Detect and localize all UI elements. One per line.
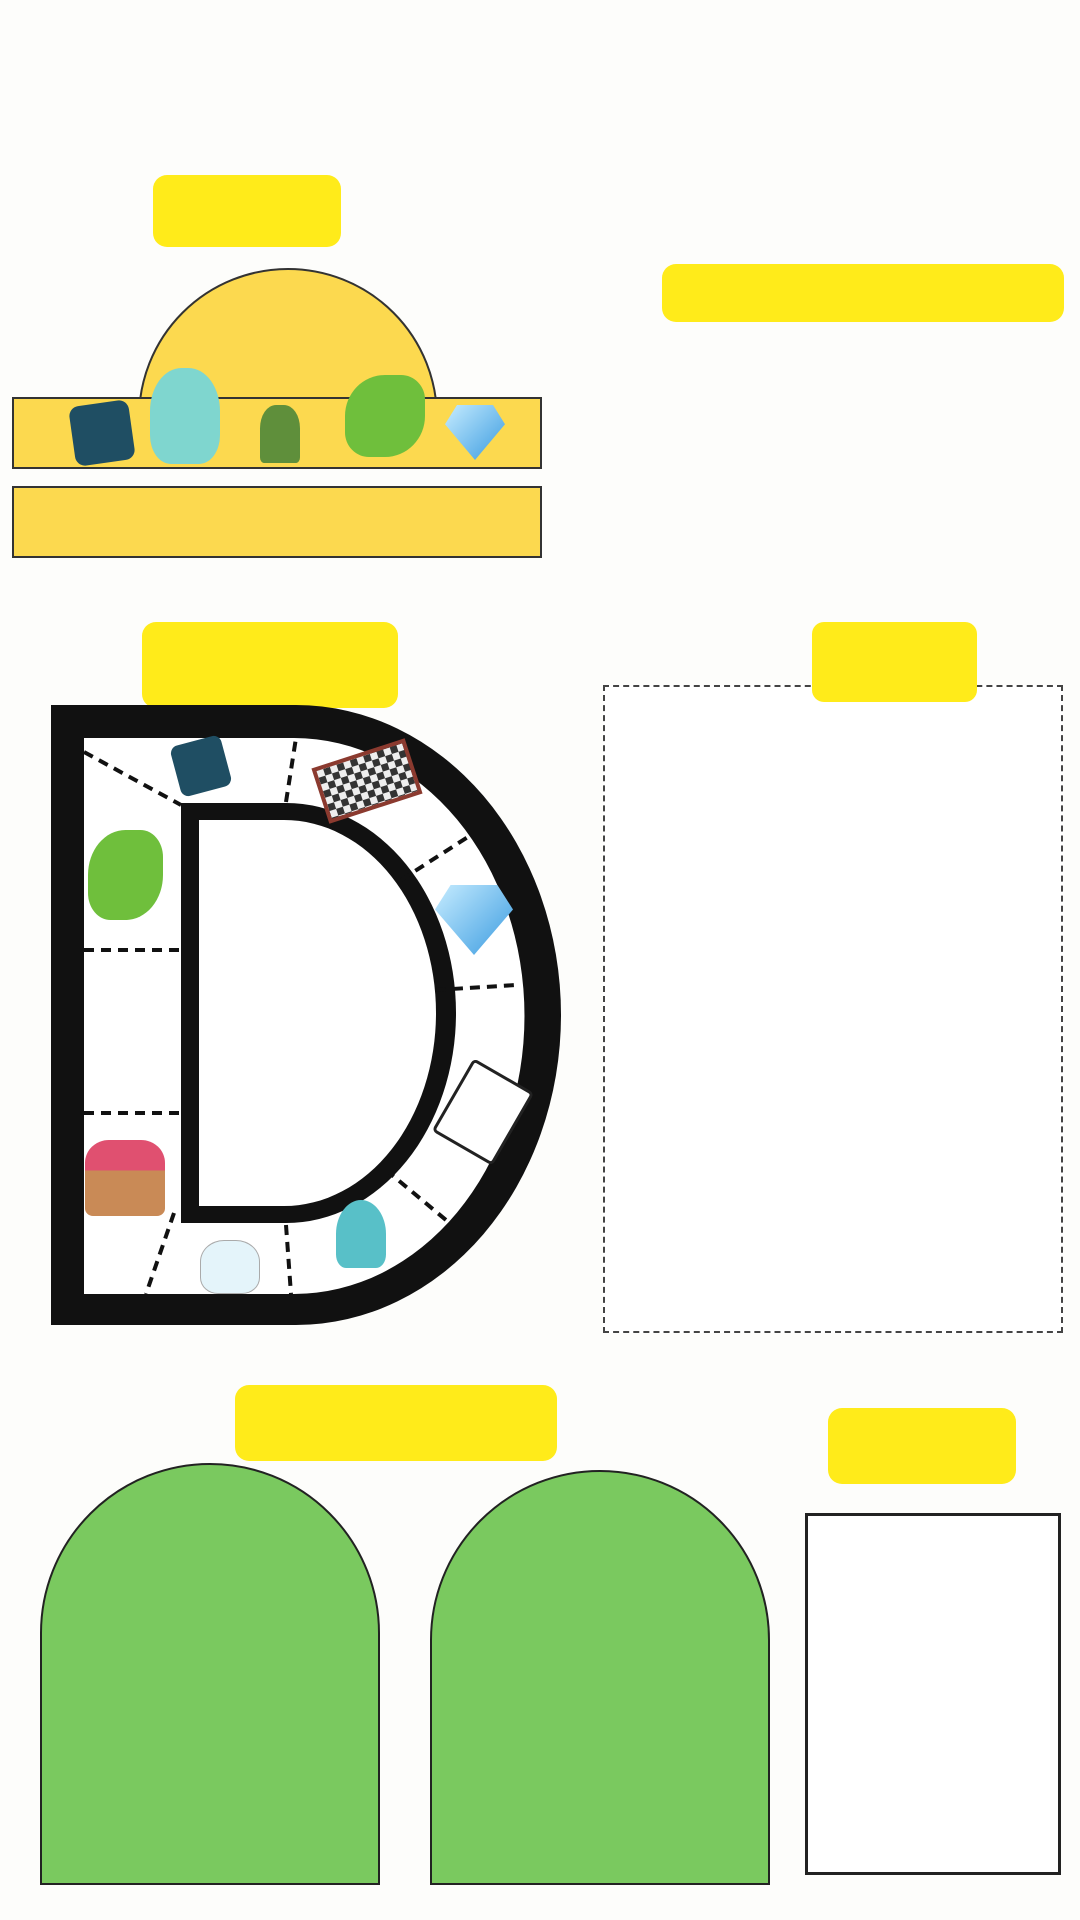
viseira-label (153, 175, 341, 247)
poster-label (142, 622, 398, 708)
puzzle-poster (46, 700, 576, 1330)
letter-game-board (603, 685, 1063, 1333)
game-label (812, 622, 977, 702)
cake-icon (85, 1140, 165, 1216)
dice-icon (68, 399, 136, 467)
jogo-label (662, 264, 1064, 322)
luva-left-panel (40, 1463, 380, 1885)
visor-syllables-strip (12, 486, 542, 558)
dragon-icon (345, 375, 425, 457)
imagens-panel (805, 1513, 1061, 1875)
dragon-icon (88, 830, 163, 920)
tooth-icon (200, 1240, 260, 1294)
luva-right-panel (430, 1470, 770, 1885)
imagens-label (828, 1408, 1016, 1484)
elf-with-gift-icon (260, 405, 300, 463)
luva-label (235, 1385, 557, 1461)
dinosaur-icon (336, 1200, 386, 1268)
dinosaur-icon (150, 368, 220, 464)
